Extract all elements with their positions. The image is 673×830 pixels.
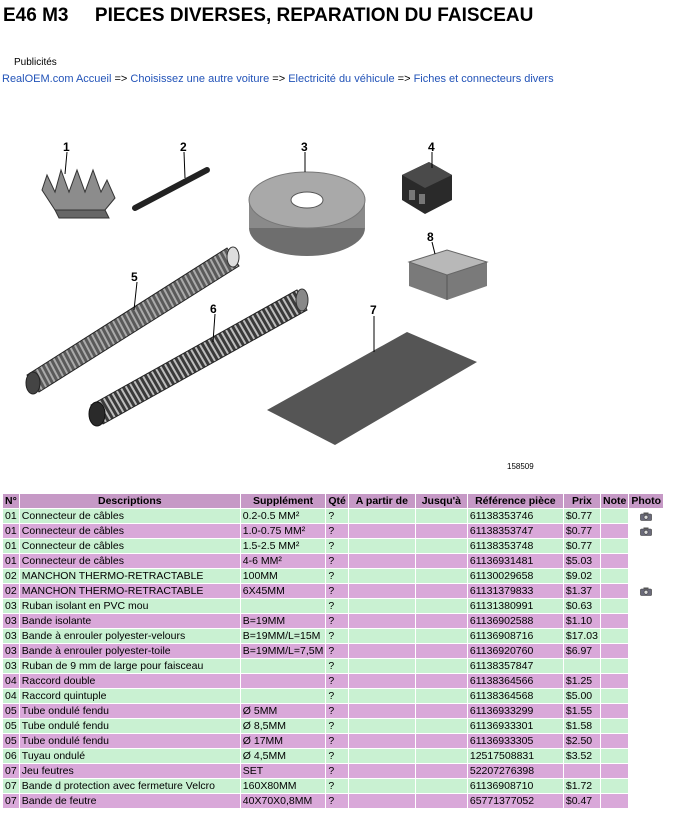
row-qty: ?	[326, 629, 348, 643]
row-price: $5.00	[564, 689, 600, 703]
row-supplement	[241, 599, 326, 613]
row-part-number[interactable]: 61136902588	[468, 614, 563, 628]
row-to	[416, 614, 467, 628]
row-photo[interactable]	[629, 584, 663, 598]
row-photo	[629, 644, 663, 658]
row-price: $17.03	[565, 630, 598, 642]
row-description[interactable]: Ruban de 9 mm de large pour faisceau	[20, 659, 240, 673]
row-description[interactable]: MANCHON THERMO-RETRACTABLE	[20, 584, 240, 598]
page-title	[3, 4, 563, 28]
col-header-to[interactable]: Jusqu'à	[416, 494, 467, 508]
row-description[interactable]: Tube ondulé fendu	[20, 719, 240, 733]
row-to	[416, 779, 467, 793]
row-note	[601, 689, 628, 703]
row-part-number[interactable]: 61130029658	[468, 569, 563, 583]
table-row[interactable]	[3, 524, 663, 538]
table-row[interactable]	[3, 659, 663, 673]
row-note	[601, 599, 628, 613]
camera-icon[interactable]	[640, 587, 652, 596]
col-header-description[interactable]: Descriptions	[20, 494, 240, 508]
row-qty: ?	[326, 689, 348, 703]
col-header-photo[interactable]: Photo	[631, 495, 662, 507]
row-description[interactable]: Connecteur de câbles	[20, 509, 240, 523]
row-photo	[629, 599, 663, 613]
parts-table-header	[3, 494, 663, 508]
row-qty: ?	[326, 704, 348, 718]
row-qty: ?	[326, 614, 348, 628]
row-price: $1.55	[564, 704, 600, 718]
callout-5: 5	[131, 270, 138, 284]
row-number: 07	[3, 779, 19, 793]
callout-8: 8	[427, 230, 434, 244]
table-row[interactable]	[3, 554, 663, 568]
row-part-number[interactable]: 61136933301	[468, 719, 563, 733]
row-description[interactable]: Bande à enrouler polyester-toile	[20, 644, 240, 658]
row-note	[601, 659, 628, 673]
row-supplement: Ø 5MM	[241, 704, 326, 718]
col-header-no[interactable]: N°	[5, 495, 17, 507]
callout-6: 6	[210, 302, 217, 316]
row-to	[416, 509, 467, 523]
row-supplement: B=19MM/L=15M	[241, 629, 326, 643]
row-supplement	[241, 674, 326, 688]
row-part-number[interactable]: 61136908716	[468, 629, 563, 643]
row-number: 05	[3, 719, 19, 733]
row-from	[349, 509, 415, 523]
row-description[interactable]: Bande isolante	[20, 614, 240, 628]
row-from	[349, 734, 415, 748]
row-description[interactable]: Bande d protection avec fermeture Velcro	[20, 779, 240, 793]
row-from	[349, 719, 415, 733]
row-price: $0.47	[564, 794, 600, 808]
row-photo	[629, 674, 663, 688]
row-note	[601, 674, 628, 688]
row-from	[349, 659, 415, 673]
row-price: $1.72	[564, 779, 600, 793]
callout-4: 4	[428, 140, 435, 154]
table-row[interactable]	[3, 719, 663, 733]
row-price: $5.03	[564, 554, 600, 568]
row-price: $6.97	[564, 644, 600, 658]
row-price: $0.77	[564, 524, 600, 538]
col-header-from[interactable]: A partir de	[349, 494, 415, 508]
table-row[interactable]	[3, 779, 663, 793]
row-qty: ?	[326, 749, 348, 763]
row-price: $0.77	[564, 539, 600, 553]
row-to	[416, 659, 467, 673]
section-title: PIECES DIVERSES, REPARATION DU FAISCEAU	[94, 5, 534, 26]
row-description[interactable]: Bande de feutre	[20, 794, 240, 808]
row-qty: ?	[326, 569, 348, 583]
row-part-number[interactable]: 61136933299	[468, 704, 563, 718]
part-3-tape-roll	[249, 172, 365, 256]
row-note	[601, 719, 628, 733]
row-supplement: 1.0-0.75 MM²	[241, 524, 326, 538]
row-photo	[629, 764, 663, 778]
camera-icon[interactable]	[640, 512, 652, 521]
row-supplement: 100MM	[241, 569, 326, 583]
table-row[interactable]	[3, 689, 663, 703]
row-price: $1.10	[564, 614, 600, 628]
row-part-number[interactable]: 61138364566	[468, 674, 563, 688]
row-qty: ?	[326, 644, 348, 658]
row-number: 03	[3, 644, 19, 658]
row-supplement: 4-6 MM²	[241, 554, 326, 568]
breadcrumb-separator: =>	[272, 73, 286, 85]
row-photo	[629, 614, 663, 628]
col-header-part-number[interactable]: Référence pièce	[468, 494, 563, 508]
row-photo	[629, 554, 663, 568]
row-number: 03	[3, 614, 19, 628]
row-to	[416, 554, 467, 568]
row-qty: ?	[326, 734, 348, 748]
row-to	[416, 569, 467, 583]
callout-7: 7	[370, 303, 377, 317]
breadcrumb-home-link[interactable]: RealOEM.com Accueil	[2, 73, 112, 85]
part-7-felt-sheet	[267, 332, 477, 445]
row-price: $1.37	[564, 584, 600, 598]
row-supplement: 0.2-0.5 MM²	[241, 509, 326, 523]
callout-3: 3	[301, 140, 308, 154]
row-photo	[629, 569, 663, 583]
parts-diagram[interactable]	[17, 100, 547, 480]
row-price: $0.77	[564, 509, 600, 523]
row-photo	[629, 689, 663, 703]
table-row[interactable]	[3, 749, 663, 763]
row-note	[601, 554, 628, 568]
row-note	[601, 539, 628, 553]
row-qty: ?	[326, 659, 348, 673]
row-description[interactable]: Tube ondulé fendu	[20, 734, 240, 748]
row-part-number[interactable]: 52207276398	[468, 764, 563, 778]
row-part-number[interactable]: 12517508831	[468, 749, 563, 763]
row-qty: ?	[326, 779, 348, 793]
col-header-price[interactable]: Prix	[564, 494, 600, 508]
row-description[interactable]: Tube ondulé fendu	[20, 704, 240, 718]
row-number: 06	[3, 749, 19, 763]
row-photo	[629, 539, 663, 553]
row-from	[349, 779, 415, 793]
row-qty: ?	[326, 599, 348, 613]
row-part-number[interactable]: 61138353747	[468, 524, 563, 538]
parts-table	[2, 493, 664, 809]
row-description[interactable]: Jeu feutres	[20, 764, 240, 778]
table-row[interactable]	[3, 794, 663, 808]
row-photo	[629, 659, 663, 673]
table-row[interactable]	[3, 614, 663, 628]
table-row[interactable]	[3, 629, 663, 643]
row-number: 07	[3, 794, 19, 808]
row-supplement: SET	[241, 764, 326, 778]
row-qty: ?	[326, 764, 348, 778]
diagram-reference: 158509	[507, 462, 534, 471]
row-part-number[interactable]: 61131379833	[468, 584, 563, 598]
row-from	[349, 749, 415, 763]
row-note	[601, 584, 628, 598]
row-note	[601, 764, 628, 778]
row-to	[416, 689, 467, 703]
row-number: 03	[3, 659, 19, 673]
row-to	[416, 584, 467, 598]
row-description[interactable]: Raccord double	[20, 674, 240, 688]
row-supplement: Ø 4,5MM	[241, 749, 326, 763]
row-to	[416, 644, 467, 658]
table-row[interactable]	[3, 539, 663, 553]
row-number: 01	[3, 509, 19, 523]
row-part-number[interactable]: 61138353746	[468, 509, 563, 523]
row-note	[601, 629, 628, 643]
breadcrumb	[2, 73, 554, 85]
row-price: $1.25	[564, 674, 600, 688]
row-note	[601, 734, 628, 748]
row-photo	[629, 749, 663, 763]
row-to	[416, 539, 467, 553]
row-to	[416, 674, 467, 688]
row-number: 05	[3, 734, 19, 748]
row-to	[416, 719, 467, 733]
part-4-connector-block	[402, 162, 452, 214]
row-to	[416, 734, 467, 748]
row-from	[349, 644, 415, 658]
row-from	[349, 629, 415, 643]
row-note	[601, 614, 628, 628]
row-supplement: 1.5-2.5 MM²	[241, 539, 326, 553]
row-qty: ?	[326, 524, 348, 538]
row-supplement: Ø 8,5MM	[241, 719, 326, 733]
row-note	[601, 704, 628, 718]
row-part-number[interactable]: 61136920760	[468, 644, 563, 658]
col-header-note[interactable]: Note	[602, 495, 627, 507]
row-supplement	[241, 689, 326, 703]
part-1-connector-clip	[42, 170, 115, 218]
row-note	[601, 644, 628, 658]
col-header-qty[interactable]: Qté	[328, 495, 346, 507]
table-row[interactable]	[3, 704, 663, 718]
row-supplement: 160X80MM	[241, 779, 326, 793]
row-number: 02	[3, 569, 19, 583]
row-photo	[629, 704, 663, 718]
row-description[interactable]: MANCHON THERMO-RETRACTABLE	[20, 569, 240, 583]
row-qty: ?	[326, 794, 348, 808]
row-number: 07	[3, 764, 19, 778]
camera-icon[interactable]	[640, 527, 652, 536]
row-number: 01	[3, 524, 19, 538]
row-price: $1.58	[564, 719, 600, 733]
row-description[interactable]: Connecteur de câbles	[20, 554, 240, 568]
row-part-number[interactable]: 61136931481	[468, 554, 563, 568]
row-note	[601, 524, 628, 538]
row-supplement: 6X45MM	[241, 584, 326, 598]
row-from	[349, 524, 415, 538]
row-supplement	[241, 659, 326, 673]
table-row[interactable]	[3, 764, 663, 778]
row-to	[416, 764, 467, 778]
row-to	[416, 524, 467, 538]
row-part-number[interactable]: 65771377052	[468, 794, 563, 808]
row-to	[416, 704, 467, 718]
table-row[interactable]	[3, 674, 663, 688]
row-number: 05	[3, 704, 19, 718]
row-description[interactable]: Ruban isolant en PVC mou	[20, 599, 240, 613]
row-from	[349, 569, 415, 583]
row-number: 01	[3, 539, 19, 553]
row-note	[601, 749, 628, 763]
row-description[interactable]: Connecteur de câbles	[20, 539, 240, 553]
row-part-number[interactable]: 61138353748	[468, 539, 563, 553]
row-description[interactable]: Connecteur de câbles	[20, 524, 240, 538]
row-photo	[629, 629, 663, 643]
row-qty: ?	[326, 539, 348, 553]
model-name: E46 M3	[3, 5, 69, 26]
row-from	[349, 614, 415, 628]
row-supplement: 40X70X0,8MM	[241, 794, 326, 808]
row-number: 02	[3, 584, 19, 598]
row-note	[601, 794, 628, 808]
row-from	[349, 794, 415, 808]
table-row[interactable]	[3, 734, 663, 748]
row-description[interactable]: Tuyau ondulé	[20, 749, 240, 763]
part-6-corrugated-hose	[89, 289, 308, 426]
callout-1: 1	[63, 140, 70, 154]
row-from	[349, 704, 415, 718]
row-qty: ?	[326, 554, 348, 568]
row-part-number[interactable]: 61138364568	[468, 689, 563, 703]
part-2-heat-shrink	[135, 170, 207, 208]
breadcrumb-electrical-link[interactable]: Electricité du véhicule	[288, 73, 395, 85]
row-to	[416, 629, 467, 643]
row-qty: ?	[326, 509, 348, 523]
table-row[interactable]	[3, 509, 663, 523]
table-row[interactable]	[3, 569, 663, 583]
part-8-felt-box	[409, 250, 487, 300]
row-number: 03	[3, 599, 19, 613]
row-number: 04	[3, 674, 19, 688]
col-header-supplement[interactable]: Supplément	[241, 494, 326, 508]
row-photo	[629, 719, 663, 733]
row-number: 03	[3, 629, 19, 643]
row-from	[349, 539, 415, 553]
row-supplement: Ø 17MM	[241, 734, 326, 748]
row-price: $3.52	[564, 749, 600, 763]
table-row[interactable]	[3, 644, 663, 658]
row-price: $9.02	[564, 569, 600, 583]
table-row[interactable]	[3, 599, 663, 613]
row-photo[interactable]	[629, 524, 663, 538]
row-from	[349, 584, 415, 598]
row-note	[601, 779, 628, 793]
breadcrumb-separator: =>	[397, 73, 411, 85]
row-qty: ?	[326, 674, 348, 688]
table-row[interactable]	[3, 584, 663, 598]
row-to	[416, 599, 467, 613]
breadcrumb-connectors-link[interactable]: Fiches et connecteurs divers	[413, 73, 554, 85]
row-description[interactable]: Raccord quintuple	[20, 689, 240, 703]
row-photo	[629, 779, 663, 793]
row-part-number[interactable]: 61136933305	[468, 734, 563, 748]
row-price	[564, 764, 600, 778]
row-from	[349, 674, 415, 688]
row-description[interactable]: Bande à enrouler polyester-velours	[20, 629, 240, 643]
row-from	[349, 689, 415, 703]
row-part-number[interactable]: 61138357847	[468, 659, 563, 673]
breadcrumb-choose-car-link[interactable]: Choisissez une autre voiture	[130, 73, 270, 85]
row-number: 01	[3, 554, 19, 568]
row-photo	[629, 734, 663, 748]
row-price: $2.50	[564, 734, 600, 748]
row-to	[416, 794, 467, 808]
row-qty: ?	[326, 719, 348, 733]
row-note	[601, 509, 628, 523]
row-note	[601, 569, 628, 583]
row-price: $0.63	[564, 599, 600, 613]
row-supplement: B=19MM/L=7,5M	[242, 645, 324, 657]
row-to	[416, 749, 467, 763]
row-number: 04	[3, 689, 19, 703]
row-photo	[629, 794, 663, 808]
callout-2: 2	[180, 140, 187, 154]
row-part-number[interactable]: 61136908710	[468, 779, 563, 793]
row-from	[349, 599, 415, 613]
breadcrumb-separator: =>	[114, 73, 128, 85]
row-price	[564, 659, 600, 673]
row-qty: ?	[326, 584, 348, 598]
row-from	[349, 554, 415, 568]
row-from	[349, 764, 415, 778]
ads-label: Publicités	[14, 57, 57, 68]
row-supplement: B=19MM	[241, 614, 326, 628]
row-photo[interactable]	[629, 509, 663, 523]
row-part-number[interactable]: 61131380991	[468, 599, 563, 613]
